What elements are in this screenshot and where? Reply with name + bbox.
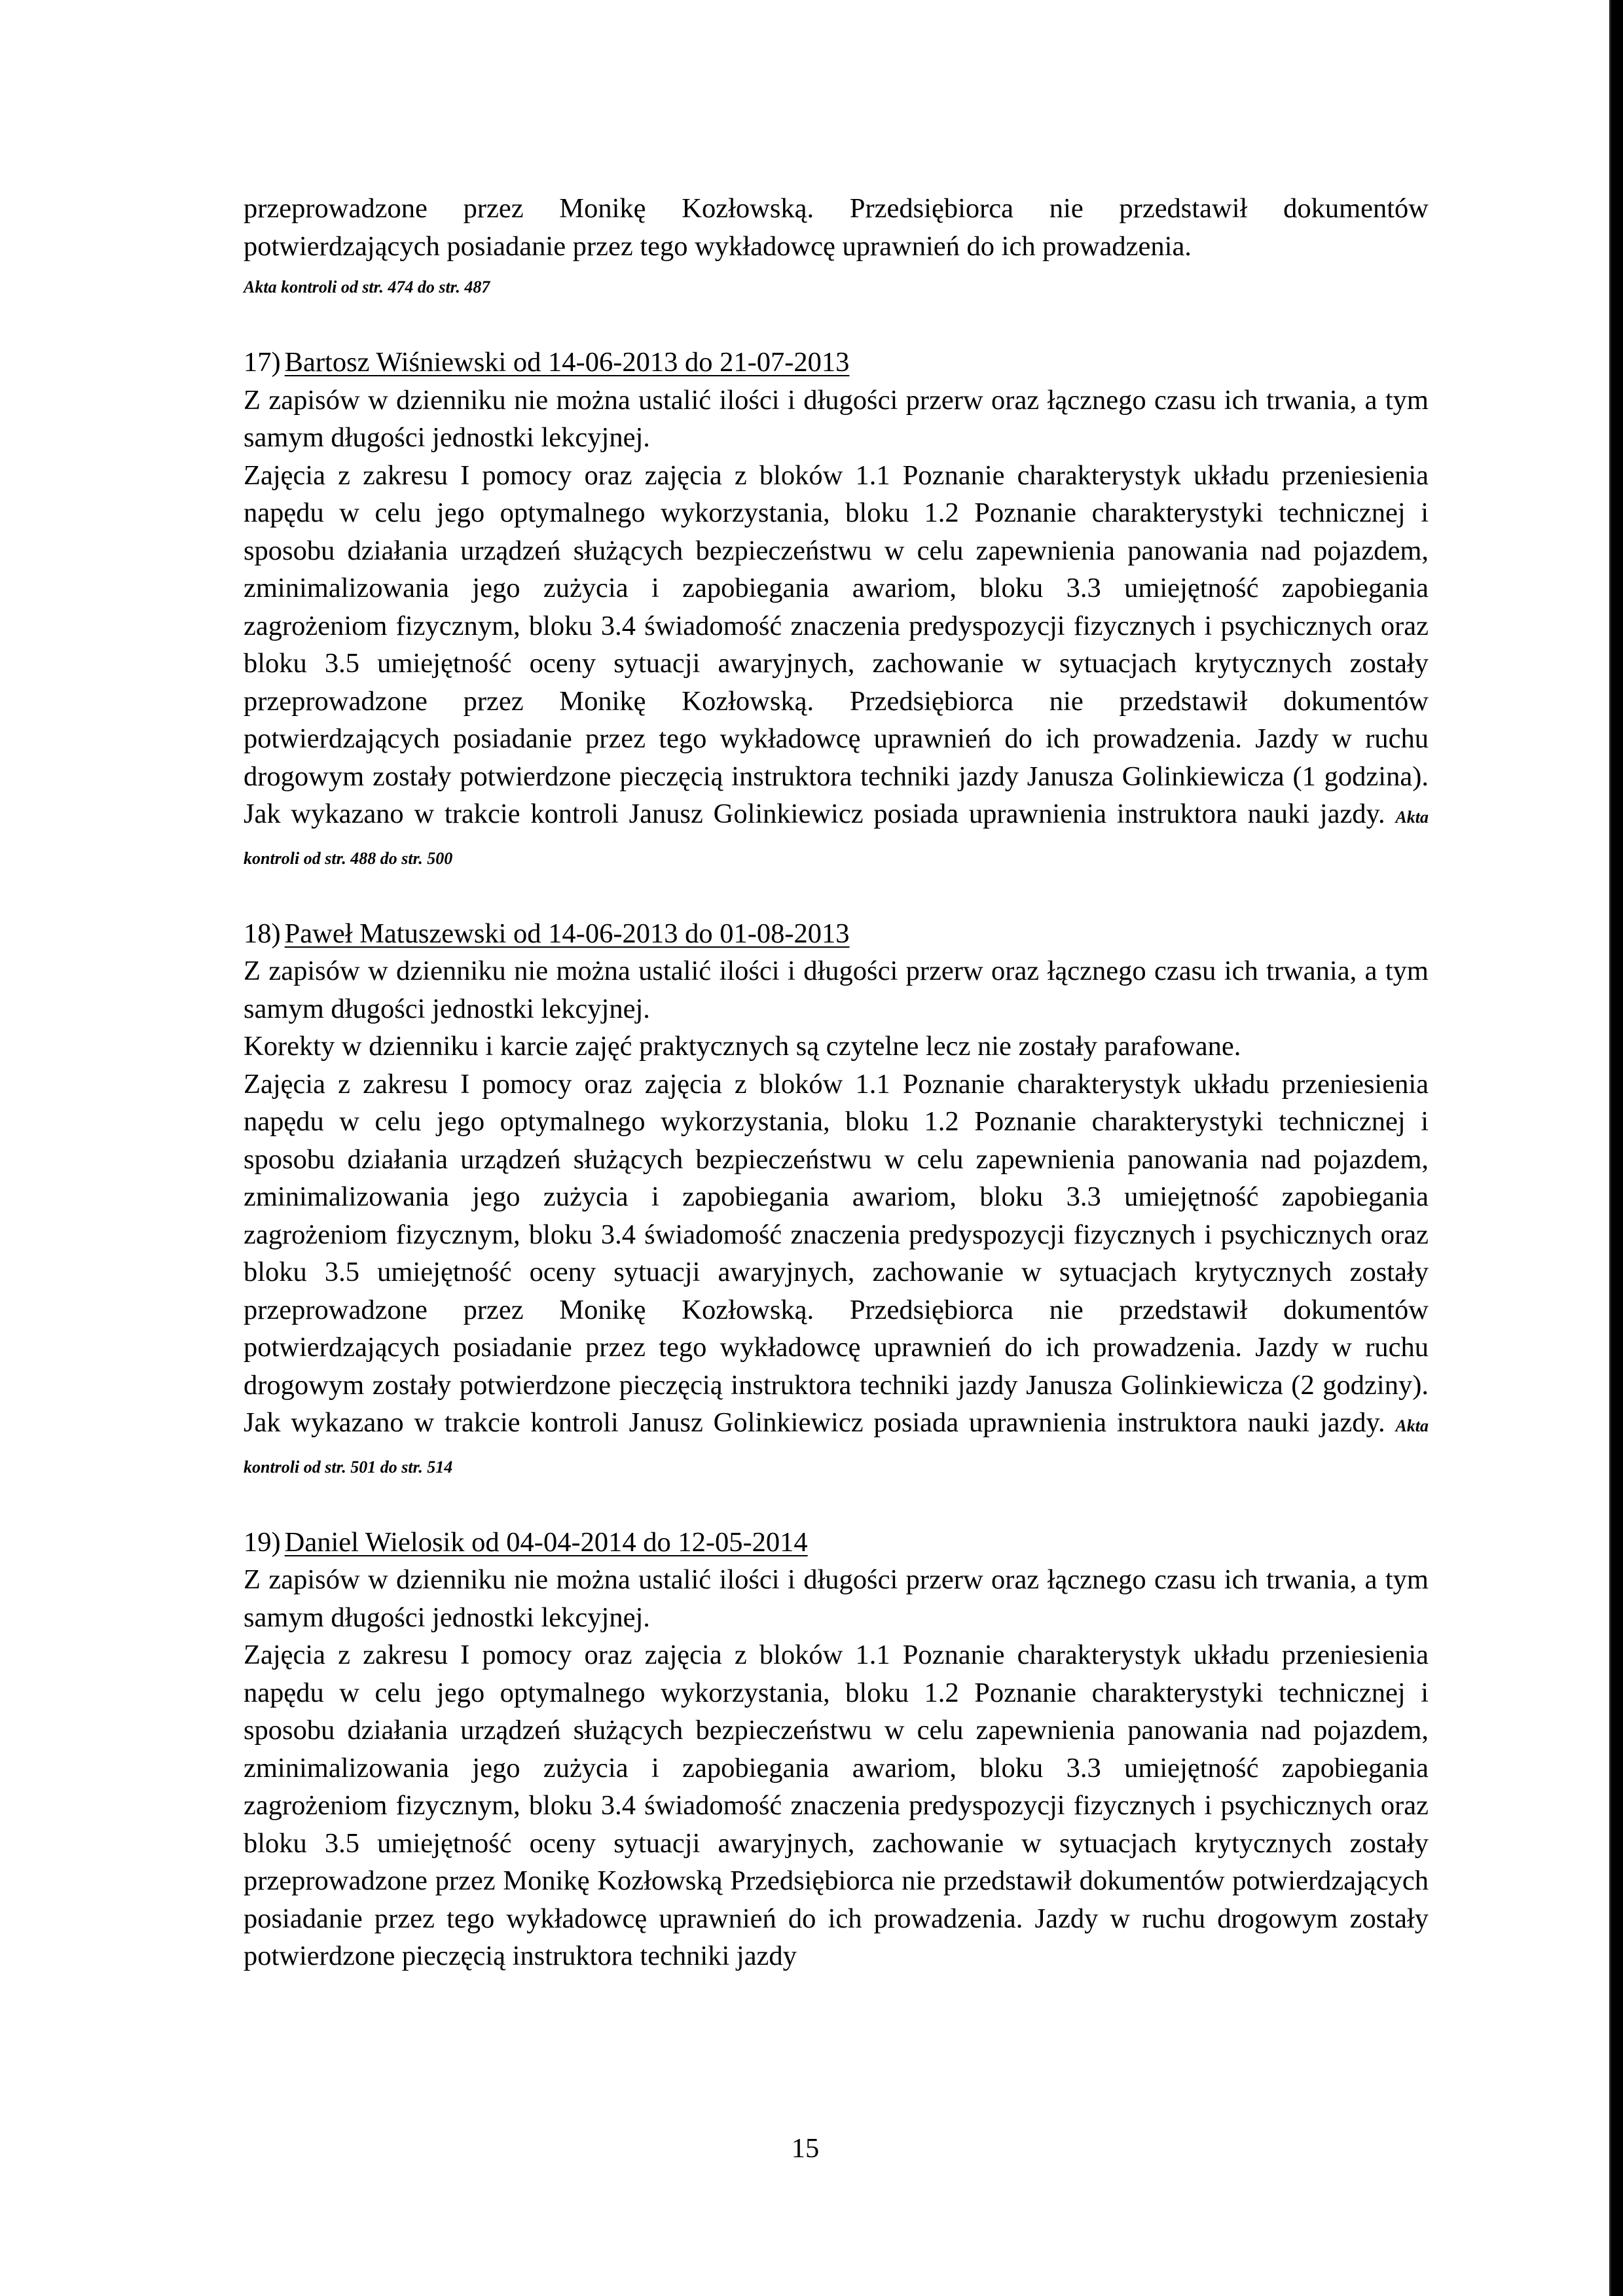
document-body <box>244 190 1429 1975</box>
entry-paragraph-text: Zajęcia z zakresu I pomocy oraz zajęcia z bloków 1.1 Poznanie charakterystyk układu przeniesienia napędu w celu jego optymalnego wykorzystania, bloku 1.2 Poznanie charakterystyki technicznej i sposobu działania urządzeń służących bezpieczeństwu w celu zapewnienia panowania nad pojazdem, zminimalizowania jego zużycia i zapobiegania awariom, bloku 3.3 umiejętność zapobiegania zagrożeniom fizycznym, bloku 3.4 świadomość znaczenia predyspozycji fizycznych i psychicznych oraz bloku 3.5 umiejętność oceny sytuacji awaryjnych, zachowanie w sytuacjach krytycznych zostały przeprowadzone przez Monikę Kozłowską. Przedsiębiorca nie przedstawił dokumentów potwierdzających posiadanie przez tego wykładowcę uprawnień do ich prowadzenia. Jazdy w ruchu drogowym zostały potwierdzone pieczęcią instruktora techniki jazdy Janusza Golinkiewicza (1 godzina). Jak wykazano w trakcie kontroli Janusz Golinkiewicz posiada uprawnienia instruktora nauki jazdy. <box>244 459 1429 829</box>
entry-title: Paweł Matuszewski od 14-06-2013 do 01-08-2013 <box>284 918 850 949</box>
scan-edge-line <box>1609 0 1611 2296</box>
entry-heading <box>244 344 1429 382</box>
entry-paragraph: Z zapisów w dzienniku nie można ustalić ilości i długości przerw oraz łącznego czasu ich trwania, a tym samym długości jednostki lekcyjnej. <box>244 1564 1429 1633</box>
entry-heading <box>244 915 1429 953</box>
entry-paragraph: Z zapisów w dzienniku nie można ustalić ilości i długości przerw oraz łącznego czasu ich trwania, a tym samym długości jednostki lekcyjnej. <box>244 956 1429 1024</box>
page-number: 15 <box>791 2133 820 2164</box>
intro-text: przeprowadzone przez Monikę Kozłowską. Przedsiębiorca nie przedstawił dokumentów potwierdzających posiadanie przez tego wykładowcę uprawnień do ich prowadzenia. <box>244 193 1429 262</box>
entry-17 <box>244 344 1429 877</box>
entry-number: 19) <box>244 1526 281 1558</box>
entry-paragraph: Z zapisów w dzienniku nie można ustalić ilości i długości przerw oraz łącznego czasu ich trwania, a tym samym długości jednostki lekcyjnej. <box>244 384 1429 453</box>
intro-paragraph <box>244 190 1429 306</box>
entry-reference: Akta kontroli od str. 488 do str. 500 <box>244 808 1429 868</box>
entry-number: 18) <box>244 918 281 949</box>
entry-paragraph <box>244 1066 1429 1486</box>
entry-title: Daniel Wielosik od 04-04-2014 do 12-05-2014 <box>284 1526 808 1558</box>
entry-reference: Akta kontroli od str. 501 do str. 514 <box>244 1416 1429 1477</box>
entry-18 <box>244 915 1429 1486</box>
entry-19 <box>244 1524 1429 1975</box>
entry-title: Bartosz Wiśniewski od 14-06-2013 do 21-07-2013 <box>284 347 850 378</box>
entry-paragraph: Zajęcia z zakresu I pomocy oraz zajęcia z bloków 1.1 Poznanie charakterystyk układu przeniesienia napędu w celu jego optymalnego wykorzystania, bloku 1.2 Poznanie charakterystyki technicznej i sposobu działania urządzeń służących bezpieczeństwu w celu zapewnienia panowania nad pojazdem, zminimalizowania jego zużycia i zapobiegania awariom, bloku 3.3 umiejętność zapobiegania zagrożeniom fizycznym, bloku 3.4 świadomość znaczenia predyspozycji fizycznych i psychicznych oraz bloku 3.5 umiejętność oceny sytuacji awaryjnych, zachowanie w sytuacjach krytycznych zostały przeprowadzone przez Monikę Kozłowską Przedsiębiorca nie przedstawił dokumentów potwierdzających posiadanie przez tego wykładowcę uprawnień do ich prowadzenia. Jazdy w ruchu drogowym zostały potwierdzone pieczęcią instruktora techniki jazdy <box>244 1640 1429 1971</box>
entry-paragraph-text: Zajęcia z zakresu I pomocy oraz zajęcia z bloków 1.1 Poznanie charakterystyk układu przeniesienia napędu w celu jego optymalnego wykorzystania, bloku 1.2 Poznanie charakterystyki technicznej i sposobu działania urządzeń służących bezpieczeństwu w celu zapewnienia panowania nad pojazdem, zminimalizowania jego zużycia i zapobiegania awariom, bloku 3.3 umiejętność zapobiegania zagrożeniom fizycznym, bloku 3.4 świadomość znaczenia predyspozycji fizycznych i psychicznych oraz bloku 3.5 umiejętność oceny sytuacji awaryjnych, zachowanie w sytuacjach krytycznych zostały przeprowadzone przez Monikę Kozłowską. Przedsiębiorca nie przedstawił dokumentów potwierdzających posiadanie przez tego wykładowcę uprawnień do ich prowadzenia. Jazdy w ruchu drogowym zostały potwierdzone pieczęcią instruktora techniki jazdy Janusza Golinkiewicza (2 godziny). Jak wykazano w trakcie kontroli Janusz Golinkiewicz posiada uprawnienia instruktora nauki jazdy. <box>244 1068 1429 1438</box>
entry-number: 17) <box>244 347 281 378</box>
intro-reference: Akta kontroli od str. 474 do str. 487 <box>244 278 490 296</box>
entry-heading <box>244 1524 1429 1562</box>
entry-paragraph: Korekty w dzienniku i karcie zajęć praktycznych są czytelne lecz nie zostały parafowane. <box>244 1031 1241 1062</box>
entry-paragraph <box>244 457 1429 878</box>
